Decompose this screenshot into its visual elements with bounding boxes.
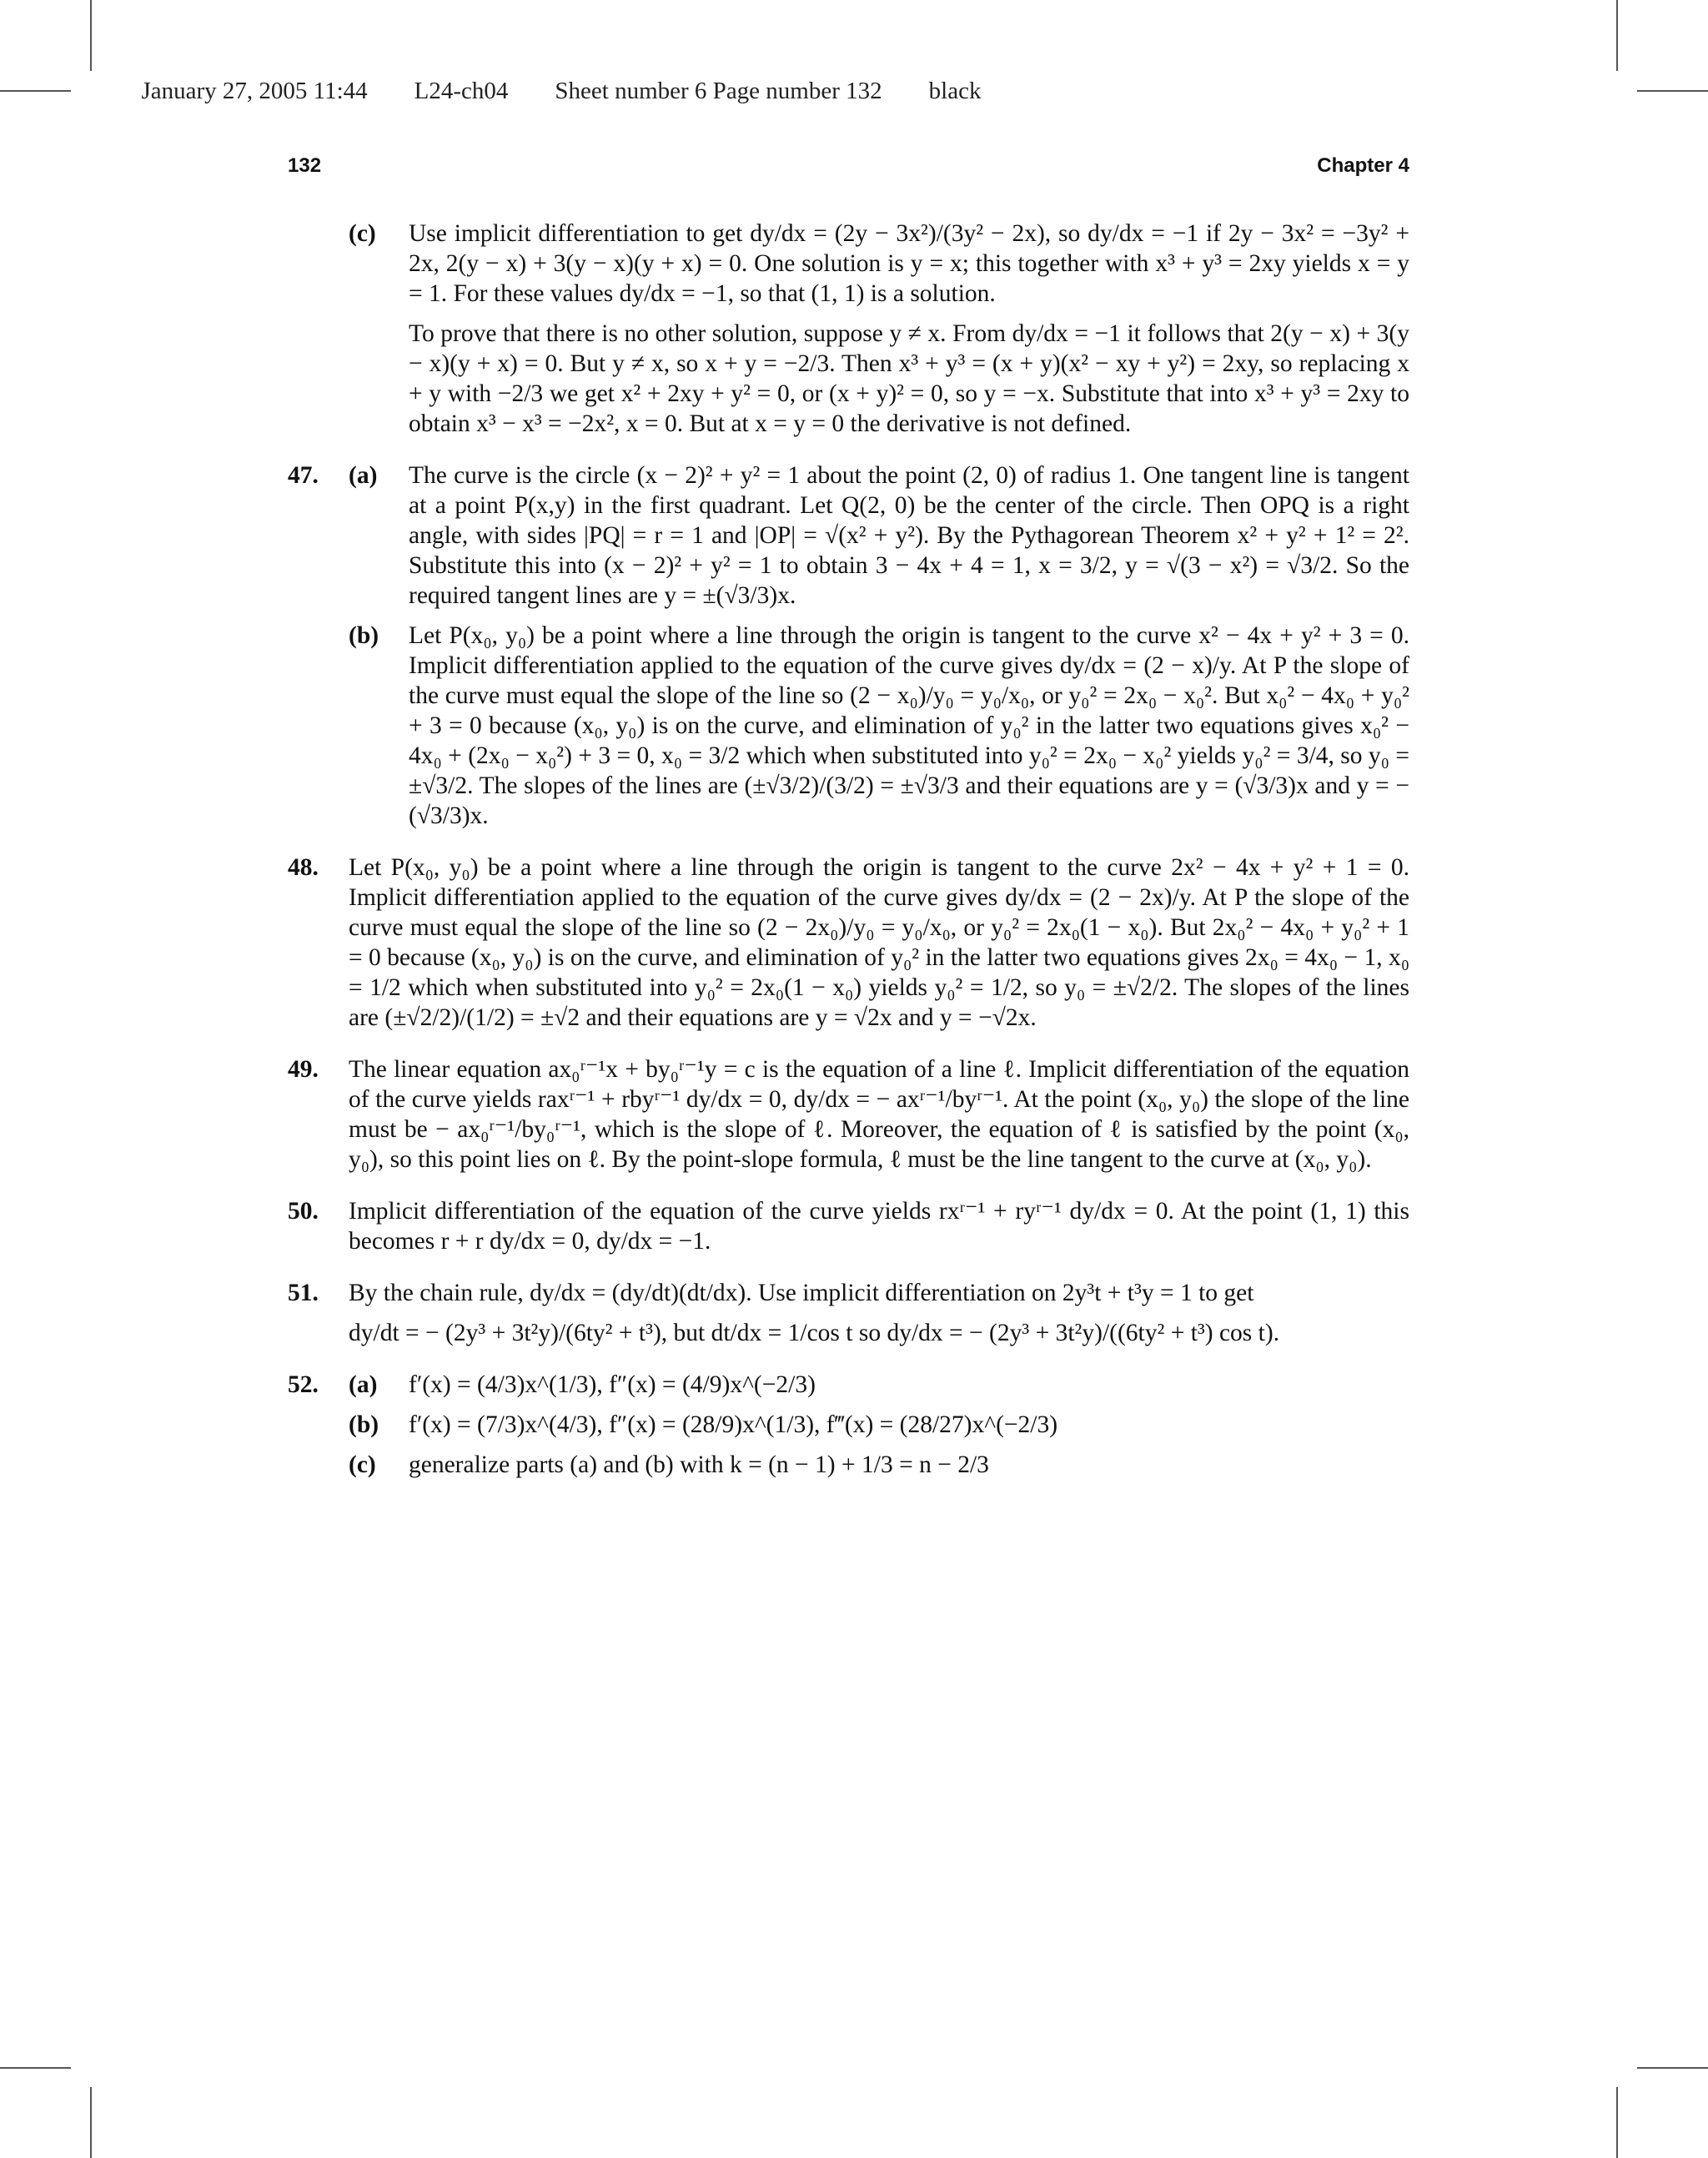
print-slug — [129, 50, 1027, 105]
problem-47 — [288, 460, 1409, 831]
crop-mark-bottom-left-vertical — [90, 2087, 92, 2158]
solution-equation: dy/dt = − (2y³ + 3t²y)/(6ty² + t³), but dt/dx = 1/cos t so dy/dx = − (2y³ + 3t²y)/((6ty² + t³) cos t). — [349, 1320, 1280, 1346]
slug-file: L24-ch04 — [414, 78, 509, 104]
problem-number: 52. — [288, 1371, 319, 1398]
page-body — [288, 219, 1409, 1502]
slug-sheet: Sheet number 6 Page number 132 — [555, 78, 882, 104]
part-label: (c) — [349, 220, 376, 247]
crop-mark-bottom-right-vertical — [1616, 2087, 1618, 2158]
solution-paragraph: The linear equation ax₀ʳ⁻¹x + by₀ʳ⁻¹y = c is the equation of a line ℓ. Implicit differentiation of the equation of the curve yields raxʳ⁻¹ + rbyʳ⁻¹ dy/dx = 0, dy/dx = − axʳ⁻¹/byʳ⁻¹. At the point (x₀, y₀) the slope of the line must be − ax₀ʳ⁻¹/by₀ʳ⁻¹, which is the slope of ℓ. Moreover, the equation of ℓ is satisfied by the point (x₀, y₀), so this point lies on ℓ. By the point-slope formula, ℓ must be the line tangent to the curve at (x₀, y₀). — [349, 1056, 1409, 1173]
problem-51 — [288, 1278, 1409, 1348]
solution-equation: f′(x) = (4/3)x^(1/3), f″(x) = (4/9)x^(−2/3) — [409, 1371, 816, 1398]
slug-color: black — [928, 78, 982, 104]
solution-paragraph: By the chain rule, dy/dx = (dy/dt)(dt/dx). Use implicit differentiation on 2y³t + t³y = 1 to get — [349, 1280, 1254, 1306]
solution-paragraph: The curve is the circle (x − 2)² + y² = 1 about the point (2, 0) of radius 1. One tangent line is tangent at a point P(x,y) in the first quadrant. Let Q(2, 0) be the center of the circle. Then OPQ is a right angle, with sides |PQ| = r = 1 and |OP| = √(x² + y²). By the Pythagorean Theorem x² + y² + 1² = 2². Substitute this into (x − 2)² + y² = 1 to obtain 3 − 4x + 4 = 1, x = 3/2, y = √(3 − x²) = √3/2. So the required tangent lines are y = ±(√3/3)x. — [409, 462, 1409, 609]
solution-paragraph: Use implicit differentiation to get dy/dx = (2y − 3x²)/(3y² − 2x), so dy/dx = −1 if 2y − 3x² = −3y² + 2x, 2(y − x) + 3(y − x)(y + x) = 0. One solution is y = x; this together with x³ + y³ = 2xy yields x = y = 1. For these values dy/dx = −1, so that (1, 1) is a solution. — [409, 220, 1409, 307]
chapter-title: Chapter 4 — [1317, 154, 1409, 177]
solution-paragraph: To prove that there is no other solution, suppose y ≠ x. From dy/dx = −1 it follows that 2(y − x) + 3(y − x)(y + x) = 0. But y ≠ x, so x + y = −2/3. Then x³ + y³ = (x + y)(x² − xy + y²) = 2xy, so replacing x + y with −2/3 we get x² + 2xy + y² = 0, or (x + y)² = 0, so y = −x. Substitute that into x³ + y³ = 2xy to obtain x³ − x³ = −2x², x = 0. But at x = y = 0 the derivative is not defined. — [409, 320, 1409, 437]
problem-part — [349, 1450, 1409, 1480]
part-label: (b) — [349, 1411, 379, 1438]
problem-part — [349, 621, 1409, 831]
problem-number: 51. — [288, 1280, 319, 1306]
page-number: 132 — [288, 154, 322, 177]
part-label: (a) — [349, 462, 378, 489]
problem-52 — [288, 1370, 1409, 1480]
part-label: (a) — [349, 1371, 378, 1398]
problem-number: 50. — [288, 1198, 319, 1225]
crop-mark-top-left-horizontal — [0, 90, 71, 92]
part-label: (c) — [349, 1451, 376, 1478]
problem-part — [349, 1410, 1409, 1440]
solution-paragraph: Let P(x₀, y₀) be a point where a line through the origin is tangent to the curve 2x² − 4x + y² + 1 = 0. Implicit differentiation applied to the equation of the curve gives dy/dx = (2 − 2x)/y. At P the slope of the curve must equal the slope of the line so (2 − 2x₀)/y₀ = y₀/x₀, or y₀² = 2x₀(1 − x₀). But 2x₀² − 4x₀ + y₀² + 1 = 0 because (x₀, y₀) is on the curve, and elimination of y₀² in the latter two equations gives 2x₀ = 4x₀ − 1, x₀ = 1/2 which when substituted into y₀² = 2x₀(1 − x₀) yields y₀² = 1/2, so y₀ = ±√2/2. The slopes of the lines are (±√2/2)/(1/2) = ±√2 and their equations are y = √2x and y = −√2x. — [349, 854, 1409, 1031]
problem-number: 48. — [288, 854, 319, 881]
crop-mark-bottom-left-horizontal — [0, 2067, 71, 2069]
solution-paragraph: Implicit differentiation of the equation of the curve yields rxʳ⁻¹ + ryʳ⁻¹ dy/dx = 0. At the point (1, 1) this becomes r + r dy/dx = 0, dy/dx = −1. — [349, 1198, 1409, 1255]
problem-49 — [288, 1054, 1409, 1175]
problem-part — [349, 219, 1409, 439]
solution-equation: f′(x) = (7/3)x^(4/3), f″(x) = (28/9)x^(1/3), f‴(x) = (28/27)x^(−2/3) — [409, 1411, 1058, 1438]
solution-paragraph: Let P(x₀, y₀) be a point where a line through the origin is tangent to the curve x² − 4x + y² + 3 = 0. Implicit differentiation applied to the equation of the curve gives dy/dx = (2 − x)/y. At P the slope of the curve must equal the slope of the line so (2 − x₀)/y₀ = y₀/x₀, or y₀² = 2x₀ − x₀². But x₀² − 4x₀ + y₀² + 3 = 0 because (x₀, y₀) is on the curve, and elimination of y₀² in the latter two equations gives x₀² − 4x₀ + (2x₀ − x₀²) + 3 = 0, x₀ = 3/2 which when substituted into y₀² = 2x₀ − x₀² yields y₀² = 3/4, so y₀ = ±√3/2. The slopes of the lines are (±√3/2)/(3/2) = ±√3/3 and their equations are y = (√3/3)x and y = −(√3/3)x. — [409, 622, 1409, 829]
problem-number: 47. — [288, 462, 319, 489]
slug-date: January 27, 2005 11:44 — [141, 78, 368, 104]
problem-number: 49. — [288, 1056, 319, 1083]
crop-mark-top-right-vertical — [1616, 0, 1618, 71]
problem-48 — [288, 853, 1409, 1033]
solution-paragraph: generalize parts (a) and (b) with k = (n − 1) + 1/3 = n − 2/3 — [409, 1451, 989, 1478]
problem-50 — [288, 1196, 1409, 1256]
crop-mark-top-right-horizontal — [1637, 90, 1708, 92]
problem-part — [349, 1370, 1409, 1400]
part-label: (b) — [349, 622, 379, 649]
crop-mark-top-left-vertical — [90, 0, 92, 71]
problem-46-continued — [349, 219, 1409, 439]
crop-mark-bottom-right-horizontal — [1637, 2067, 1708, 2069]
problem-part — [349, 460, 1409, 611]
